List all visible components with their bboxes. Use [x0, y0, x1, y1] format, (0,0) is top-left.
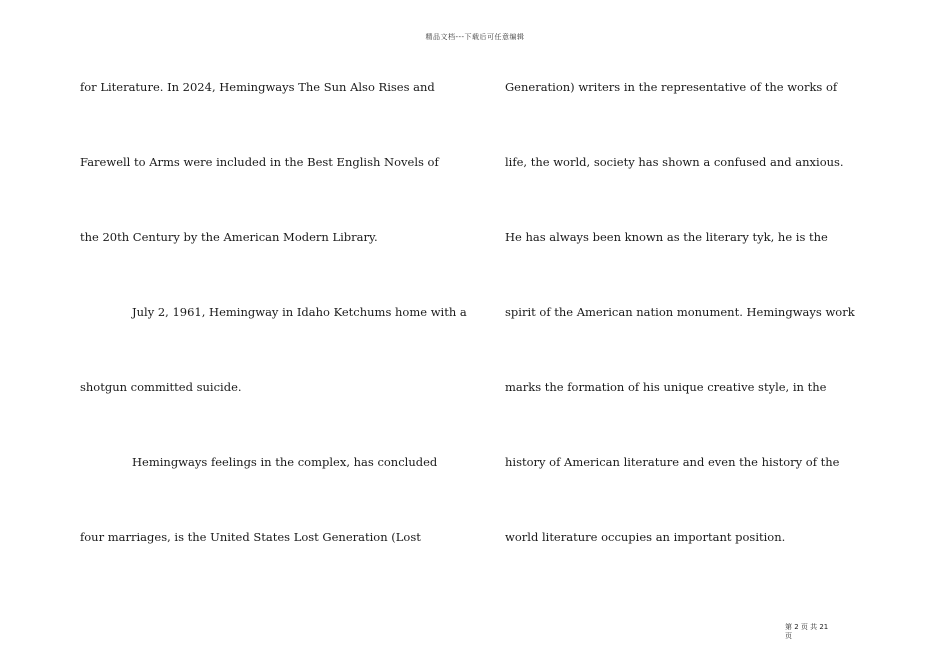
text-line: spirit of the American nation monument. Hemingways work [505, 305, 855, 319]
text-line: shotgun committed suicide. [80, 380, 242, 394]
page-number [785, 623, 845, 641]
page-header: 精品文档---下载后可任意编辑 [425, 33, 525, 41]
text-line: world literature occupies an important position. [505, 530, 786, 544]
text-line: history of American literature and even the history of the [505, 455, 840, 469]
text-line: four marriages, is the United States Lost Generation (Lost [80, 530, 421, 544]
page-number-line: 第 2 页 共 21 [785, 623, 829, 631]
text-line: He has always been known as the literary tyk, he is the [505, 230, 828, 244]
text-line: life, the world, society has shown a confused and anxious. [505, 155, 844, 169]
text-line: marks the formation of his unique creative style, in the [505, 380, 827, 394]
text-line: the 20th Century by the American Modern Library. [80, 230, 378, 244]
text-line: Generation) writers in the representative of the works of [505, 80, 838, 94]
page-number-line: 页 [785, 632, 792, 640]
paragraph-start-line: Hemingways feelings in the complex, has concluded [132, 455, 438, 469]
paragraph-start-line: July 2, 1961, Hemingway in Idaho Ketchums home with a [132, 305, 467, 319]
text-line: Farewell to Arms were included in the Best English Novels of [80, 155, 439, 169]
text-line: for Literature. In 2024, Hemingways The Sun Also Rises and [80, 80, 435, 94]
